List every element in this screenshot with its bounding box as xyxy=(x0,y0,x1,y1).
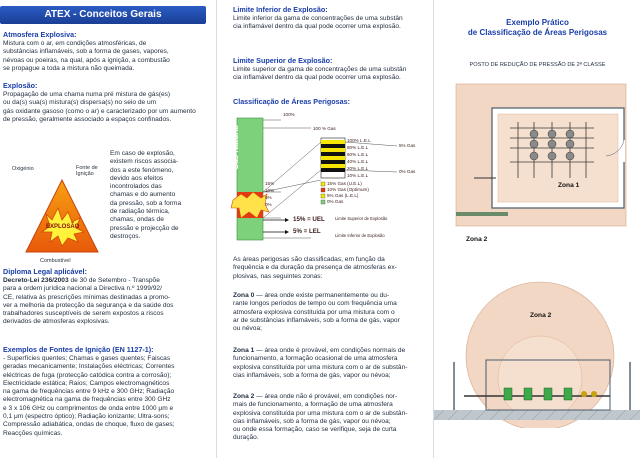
ignition-sources-title: Exemplos de Fontes de Ignição (EN 1127-1): xyxy=(3,345,154,354)
text-line: geradas mecanicamente; Instalações eléctricas; Correntes xyxy=(3,363,175,371)
text-line: duração. xyxy=(233,434,259,442)
left-pct-15: 15% xyxy=(265,181,275,186)
text-line: cia inflamável dentro da qual pode ocorrer uma explosão. xyxy=(233,23,401,31)
text-line xyxy=(3,277,211,285)
text-line: ou névoa; xyxy=(233,325,262,333)
text-line: ar de substâncias inflamáveis, sob a forma de gás, vapor xyxy=(233,316,400,324)
text-line: devido aos efeitos xyxy=(110,174,164,182)
text-line: - Superfícies quentes; Chamas e gases quentes; Faiscas xyxy=(3,355,171,362)
ignition-source-label: Fonte de Ignição xyxy=(76,165,98,177)
text-line: 0,1 μm (espectro óptico); Radiação ionizante; Ultra-sons; xyxy=(3,413,170,421)
gas-legend-optimum: 10% Gas (Optimum) xyxy=(327,187,369,192)
lower-limit-title: Limite Inferior de Explosão: xyxy=(233,5,328,14)
text-line: de pressão, geralmente associado a espaços confinados. xyxy=(3,115,172,123)
text-span: — área onde não é provável, em condições nor- xyxy=(254,393,398,400)
text-line: frequência e da duração da presença de atmosferas ex- xyxy=(233,264,397,272)
text-line: Compressão adiabática, ondas de choque, fluxo de gases; xyxy=(3,421,175,429)
fire-triangle-diagram xyxy=(6,162,126,272)
text-line: plosivas, nas seguintes zonas: xyxy=(233,272,323,280)
zones-intro-text xyxy=(233,256,429,281)
explosion-label: EXPLOSÃO xyxy=(46,224,80,230)
text-line: Electricidade estática; Raios; Campos electromagnéticos xyxy=(3,379,170,387)
text-line: rante longos períodos de tempo ou com frequência uma xyxy=(233,300,397,308)
text-line xyxy=(233,292,429,300)
text-line: névoas ou poeiras, na qual, após a ignição, a combustão xyxy=(3,56,170,64)
text-span: de 30 de Setembro - Transpõe xyxy=(68,277,160,284)
text-line: chamas, ondas de xyxy=(110,216,164,224)
column-general-concepts xyxy=(0,0,212,458)
natural-gas-label: Gás Natural xyxy=(231,125,240,170)
text-line: de radiação térmica, xyxy=(110,208,170,216)
explosion-text xyxy=(3,91,209,124)
atmosphere-text xyxy=(3,40,209,73)
text-line: funcionamento, a formação ocasional de uma atmosfera xyxy=(233,355,398,363)
text-line: dos a este fenómeno, xyxy=(110,166,174,174)
zone-2-plan-label: Zona 2 xyxy=(466,236,488,243)
right-pct-5: 5% Gas xyxy=(399,143,416,148)
example-subtitle: POSTO DE REDUÇÃO DE PRESSÃO DE 2ª CLASSE xyxy=(469,62,606,68)
decree-name: Decreto-Lei 236/2003 xyxy=(3,277,69,284)
text-line: Propagação de uma chama numa pré mistura de gás(es) xyxy=(3,91,171,98)
left-pct-5: 5% xyxy=(265,195,272,200)
text-line: atmosfera explosiva constituída por uma mistura com o xyxy=(233,308,395,316)
text-line: ver a melhoria da protecção da segurança e da saúde dos xyxy=(3,301,174,309)
text-line: Limite inferior da gama de concentrações de uma substân xyxy=(233,15,403,22)
example-title-line-1: Exemplo Prático xyxy=(506,18,569,27)
chart-gas-label: 100 % Gas xyxy=(313,126,336,131)
gas-legend-zero: 0% Gas xyxy=(327,199,344,204)
text-line: existem riscos associa- xyxy=(110,158,179,166)
text-line: gás oxidante gasoso (como o ar) e caracterizado por um aumento xyxy=(3,107,196,115)
left-pct-10: 10% xyxy=(265,188,275,193)
text-span: — área onde existe permanentemente ou du- xyxy=(254,292,390,299)
zone-2-text xyxy=(233,393,429,443)
legal-text xyxy=(3,277,211,327)
text-line: para a ordem jurídica nacional a Directiva n.º 1999/92/ xyxy=(3,285,162,293)
uel-note: Limite Superior de Explosão xyxy=(335,216,388,221)
text-line: derivados de atmosferas explosivas. xyxy=(3,318,110,326)
legal-title: Diploma Legal aplicável: xyxy=(3,267,87,276)
text-line: substâncias inflamáveis, sob a forma de gases, vapores, xyxy=(3,48,169,56)
station-plan-view xyxy=(434,78,640,248)
upper-limit-title: Limite Superior de Explosão: xyxy=(233,56,333,65)
fire-triangle-icon xyxy=(6,162,126,272)
text-line: e 3 x 106 GHz ou comprimentos de onda entre 1000 μm e xyxy=(3,404,174,412)
text-line: Mistura com o ar, em condições atmosféricas, de xyxy=(3,40,147,47)
text-line: na gama de frequências entre 9 kHz e 300 GHz; Radiação xyxy=(3,388,175,396)
uel-label: 15% = UEL xyxy=(293,216,325,223)
text-line xyxy=(233,347,429,355)
gas-legend-uel: 15% Gas (U.E.L) xyxy=(327,181,362,186)
zone-1-text xyxy=(233,347,429,380)
lel-scale-100: 100% L.E.L xyxy=(347,138,371,143)
lel-scale-10: 10% L.E.L xyxy=(347,173,369,178)
left-pct-0: 0% xyxy=(265,202,272,207)
text-line: explosiva constituída por uma mistura com o ar de substân- xyxy=(233,409,408,417)
fuel-label: Combustível xyxy=(40,258,71,264)
gas-legend-lel: 5% Gas (L.E.L) xyxy=(327,193,359,198)
text-line: cia inflamável dentro da qual pode ocorrer uma explosão. xyxy=(233,74,401,82)
section-header-title: ATEX - Conceitos Gerais xyxy=(44,9,162,20)
right-pct-0: 0% Gas xyxy=(399,169,416,174)
zone-1-label: Zona 1 xyxy=(233,347,255,354)
lel-scale-80: 80% L.E.L xyxy=(347,145,369,150)
text-line: se propague a toda a mistura não queimada. xyxy=(3,64,135,72)
text-line: Limite superior da gama de concentrações de uma substân xyxy=(233,66,407,73)
oxygen-label: Oxigénio xyxy=(12,166,34,172)
text-line: Em caso de explosão, xyxy=(110,150,175,157)
text-line: CE, relativa às prescrições mínimas destinadas a promo- xyxy=(3,293,171,301)
lel-label: 5% = LEL xyxy=(293,228,321,235)
lel-note: Limite Inferior de Explosão xyxy=(335,233,385,238)
text-line: Reacções químicas. xyxy=(3,429,63,437)
lel-scale-60: 60% L.E.L xyxy=(347,152,369,157)
zone-0-text xyxy=(233,292,429,333)
text-line: cias inflamáveis, sob a forma de gás, vapor ou névoa; xyxy=(233,371,391,379)
section-header-bar xyxy=(0,6,206,24)
zone-0-label: Zona 0 xyxy=(233,292,255,299)
text-line: destroços. xyxy=(110,232,141,240)
text-line: incontrolados das xyxy=(110,183,162,191)
example-title-line-2: de Classificação de Áreas Perigosas xyxy=(467,28,608,37)
ignition-sources-text xyxy=(3,355,211,438)
atmosphere-title: Atmosfera Explosiva: xyxy=(3,30,77,39)
text-line: da pressão, sob a forma xyxy=(110,199,182,207)
chart-top-label: 100% xyxy=(283,112,295,117)
text-line: eléctricas de fuga (protecção catódica contra a corrosão); xyxy=(3,371,172,379)
text-line: electromagnética na gama de frequências entre 300 GHz xyxy=(3,396,171,404)
text-line: trabalhadores susceptíveis de serem expostos a riscos xyxy=(3,310,164,318)
text-line: pressão e projecção de xyxy=(110,224,179,232)
lel-scale-20: 20% L.E.L xyxy=(347,166,369,171)
column-explosion-limits xyxy=(216,0,430,458)
lower-limit-text xyxy=(233,15,429,32)
text-line: mais de funcionamento, a formação de uma atmosfera xyxy=(233,401,393,409)
area-classification-title: Classificação de Áreas Perigosas: xyxy=(233,97,351,106)
text-line: chamas e do aumento xyxy=(110,191,176,199)
text-line: cias inflamáveis, sob a forma de gás, vapor ou névoa; xyxy=(233,417,391,425)
explosion-title: Explosão: xyxy=(3,81,38,90)
text-line: ou onde essa formação, caso se verifique, seja de curta xyxy=(233,426,397,434)
upper-limit-text xyxy=(233,66,429,83)
station-elevation-view xyxy=(434,258,640,428)
lel-scale-40: 40% L.E.L xyxy=(347,159,369,164)
text-line: explosiva constituída por uma mistura com o ar de substân- xyxy=(233,363,408,371)
zone-1-plan-label: Zona 1 xyxy=(558,182,580,189)
column-practical-example xyxy=(433,0,640,458)
text-line: ou da(s) sua(s) mistura(s) dispersa(s) no seio de um xyxy=(3,99,157,107)
zone-2-elevation-label: Zona 2 xyxy=(530,312,552,319)
zone-2-label: Zona 2 xyxy=(233,393,255,400)
explosion-limits-diagram xyxy=(217,108,430,248)
text-line: As áreas perigosas são classificadas, em função da xyxy=(233,256,385,263)
explosion-risks-text xyxy=(110,150,210,241)
text-span: — área onde é provável, em condições normais de xyxy=(254,347,406,354)
text-line xyxy=(233,393,429,401)
